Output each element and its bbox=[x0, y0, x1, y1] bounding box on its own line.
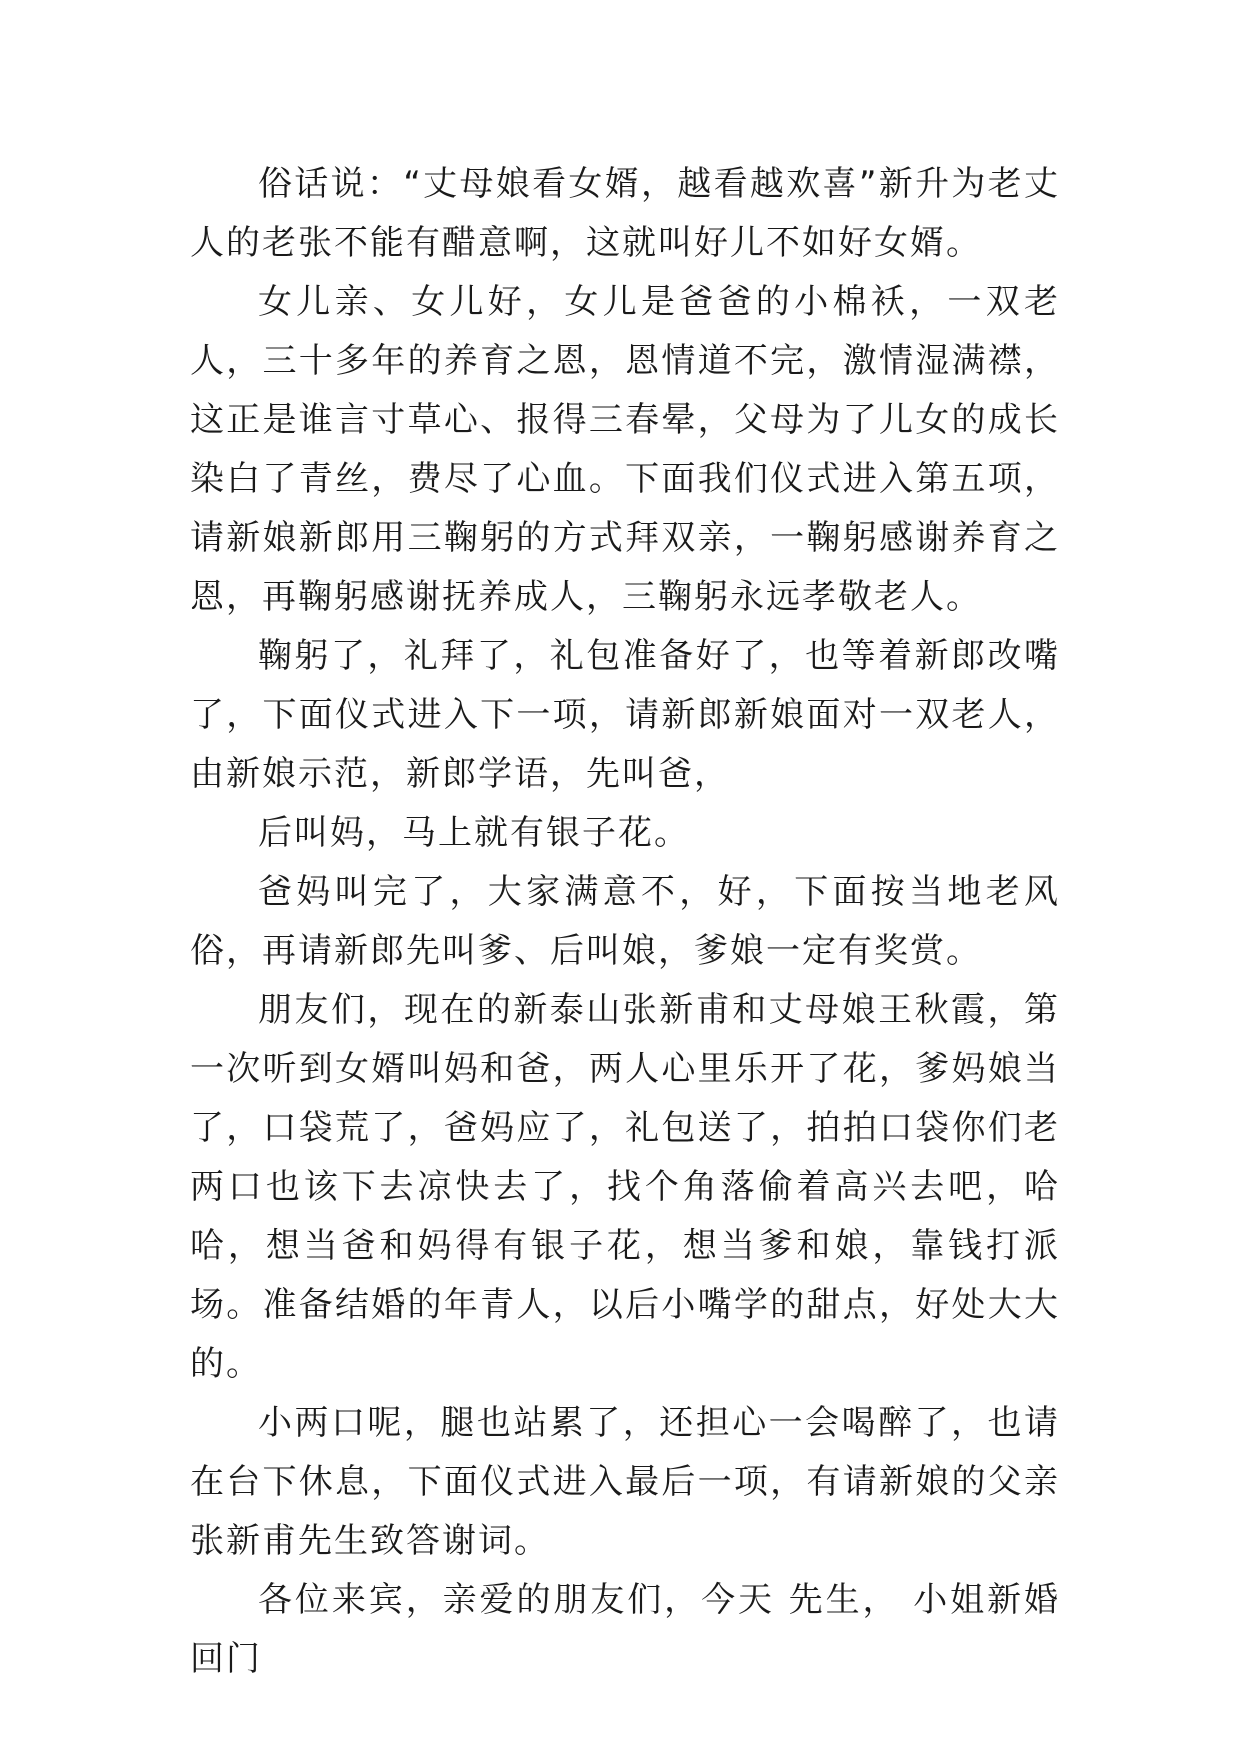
paragraph-8: 各位来宾，亲爱的朋友们，今天 先生， 小姐新婚回门 bbox=[190, 1580, 1060, 1679]
paragraph-3: 鞠躬了，礼拜了，礼包准备好了，也等着新郎改嘴了，下面仪式进入下一项，请新郎新娘面对一双老人，由新娘示范，新郎学语，先叫爸， bbox=[190, 636, 1060, 794]
paragraph-1: 俗话说：“丈母娘看女婿，越看越欢喜”新升为老丈人的老张不能有醋意啊，这就叫好儿不如好女婿。 bbox=[190, 164, 1060, 263]
paragraph-6: 朋友们，现在的新泰山张新甫和丈母娘王秋霞，第一次听到女婿叫妈和爸，两人心里乐开了花，爹妈娘当了，口袋荒了，爸妈应了，礼包送了，拍拍口袋你们老两口也该下去凉快去了，找个角落偷着高兴去吧，哈哈，想当爸和妈得有银子花，想当爹和娘，靠钱打派场。准备结婚的年青人，以后小嘴学的甜点，好处大大的。 bbox=[190, 990, 1060, 1384]
paragraph-5: 爸妈叫完了，大家满意不，好，下面按当地老风俗，再请新郎先叫爹、后叫娘，爹娘一定有奖赏。 bbox=[190, 872, 1060, 971]
document-body bbox=[190, 155, 1060, 1689]
paragraph-2: 女儿亲、女儿好，女儿是爸爸的小棉袄，一双老人，三十多年的养育之恩，恩情道不完，激情湿满襟，这正是谁言寸草心、报得三春晕，父母为了儿女的成长染白了青丝，费尽了心血。下面我们仪式进入第五项，请新娘新郎用三鞠躬的方式拜双亲，一鞠躬感谢养育之恩，再鞠躬感谢抚养成人，三鞠躬永远孝敬老人。 bbox=[190, 282, 1060, 617]
paragraph-4: 后叫妈，马上就有银子花。 bbox=[258, 813, 690, 853]
paragraph-7: 小两口呢，腿也站累了，还担心一会喝醉了，也请在台下休息，下面仪式进入最后一项，有请新娘的父亲张新甫先生致答谢词。 bbox=[190, 1403, 1060, 1561]
